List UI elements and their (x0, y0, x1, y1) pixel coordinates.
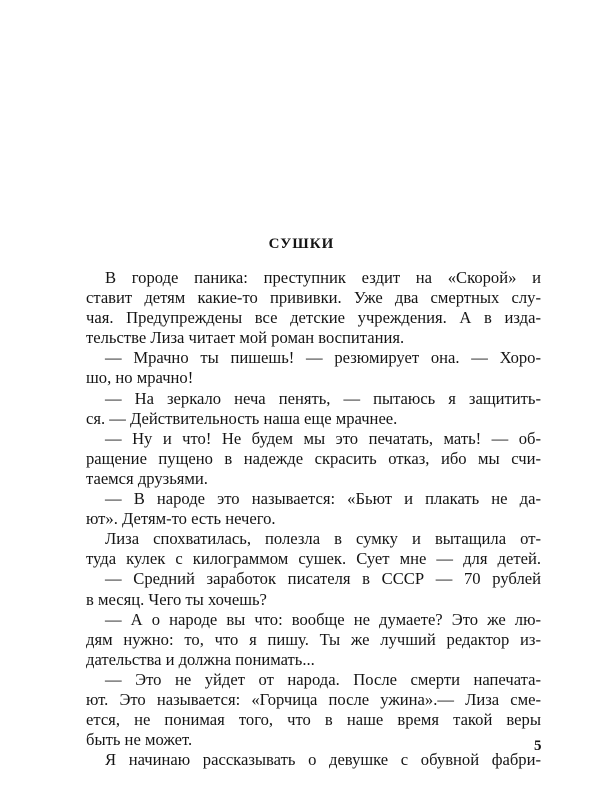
text-line: — Ну и что! Не будем мы это печатать, мать! — об- (105, 428, 541, 448)
text-line: таемся друзьями. (86, 468, 208, 488)
text-line: — А о народе вы что: вообще не думаете? Это же лю- (105, 609, 541, 629)
text-line: — Средний заработок писателя в СССР — 70 рублей (105, 569, 541, 589)
text-line: — Это не уйдет от народа. После смерти напечата- (105, 669, 541, 689)
text-line: шо, но мрачно! (86, 368, 194, 388)
text-line: тельстве Лиза читает мой роман воспитания. (86, 328, 405, 348)
body-text (86, 268, 541, 770)
text-line: Лиза спохватилась, полезла в сумку и вытащила от- (105, 529, 541, 549)
text-line: ется, не понимая того, что в наше время такой веры (86, 710, 541, 730)
text-line: — Мрачно ты пишешь! — резюмирует она. — Хоро- (105, 348, 541, 368)
text-line: В городе паника: преступник ездит на «Скорой» и (105, 268, 541, 287)
page-number: 5 (534, 738, 542, 754)
text-line: — На зеркало неча пенять, — пытаюсь я защитить- (105, 388, 541, 408)
text-line: дям нужно: то, что я пишу. Ты же лучший редактор из- (86, 629, 541, 649)
text-line: дательства и должна понимать... (86, 649, 315, 669)
chapter-title: СУШКИ (268, 236, 335, 252)
text-line: ся. — Действительность наша еще мрачнее. (86, 408, 398, 428)
text-line: ют». Детям-то есть нечего. (86, 509, 276, 529)
text-line: туда кулек с килограммом сушек. Сует мне — для детей. (86, 549, 541, 569)
text-line: ставит детям какие-то прививки. Уже два смертных слу- (86, 288, 541, 308)
text-line: Я начинаю рассказывать о девушке с обувной фабри- (105, 750, 541, 770)
text-line: — В народе это называется: «Бьют и плакать не да- (105, 489, 541, 509)
text-line: быть не может. (86, 730, 193, 750)
text-line: ращение пущено в надежде скрасить отказ, ибо мы счи- (86, 448, 541, 468)
text-line: чая. Предупреждены все детские учреждения. А в изда- (86, 308, 541, 328)
text-line: в месяц. Чего ты хочешь? (86, 589, 267, 609)
text-line: ют. Это называется: «Горчица после ужина».— Лиза сме- (86, 689, 541, 709)
